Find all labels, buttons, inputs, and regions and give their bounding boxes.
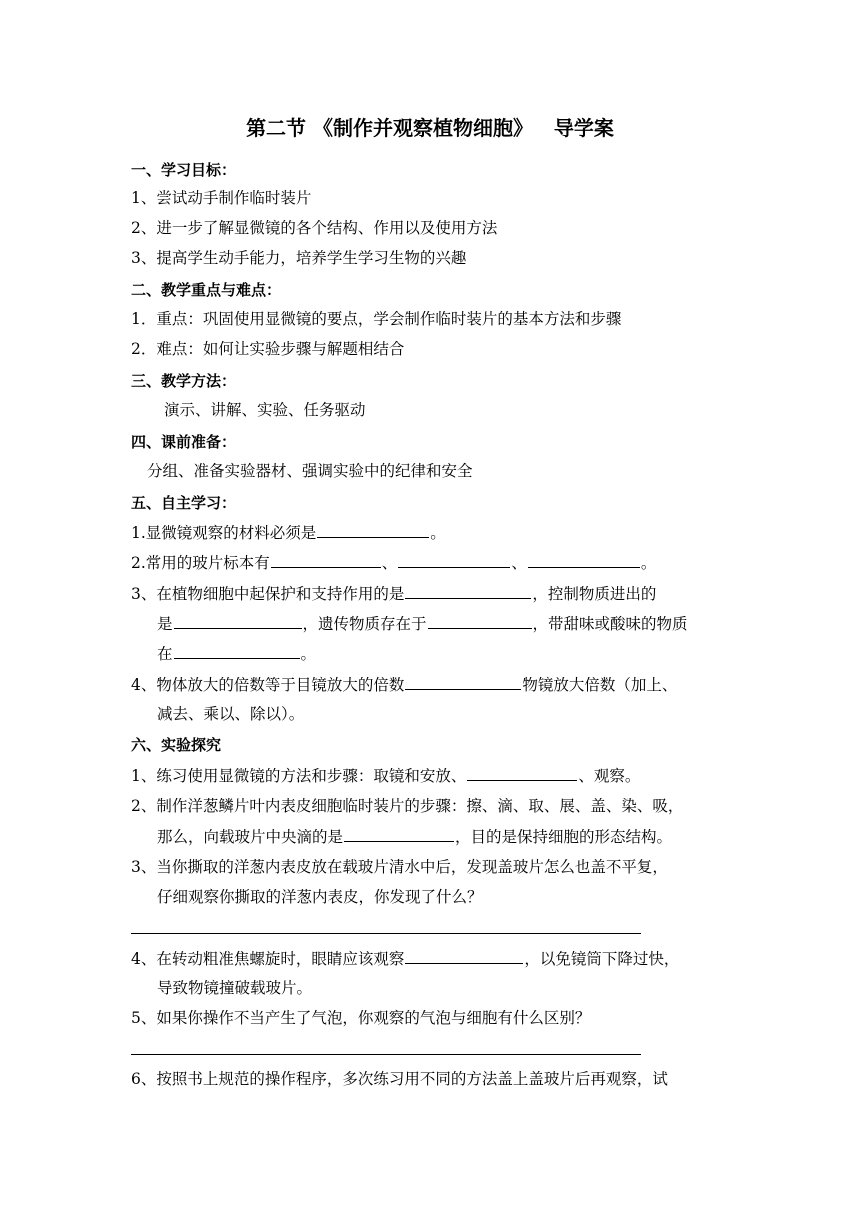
s2-item-2: 2．难点：如何让实验步骤与解题相结合 (131, 340, 405, 358)
answer-blank[interactable] (528, 551, 640, 568)
answer-blank[interactable] (405, 582, 531, 599)
s6-question-4-line-2: 导致物镜撞破载玻片。 (157, 979, 313, 997)
s6-question-4-line-1: 4、在转动粗准焦螺旋时，眼睛应该观察 ，以免镜筒下降过快， (131, 947, 679, 970)
s6-question-3-line-2: 仔细观察你撕取的洋葱内表皮，你发现了什么？ (157, 888, 483, 906)
s6-question-6-line-1: 6、按照书上规范的操作程序，多次练习用不同的方法盖上盖玻片后再观察，试 (131, 1070, 668, 1088)
answer-blank[interactable] (317, 521, 429, 538)
answer-blank[interactable] (174, 642, 300, 659)
section-5-heading: 五、自主学习： (131, 494, 237, 512)
page-title: 第二节 《制作并观察植物细胞》 导学案 (246, 116, 614, 140)
answer-line[interactable] (131, 933, 641, 934)
answer-blank[interactable] (174, 612, 302, 629)
section-2-heading: 二、教学重点与难点： (131, 281, 282, 299)
s6-question-2-line-2: 那么，向载玻片中央滴的是 ，目的是保持细胞的形态结构。 (157, 825, 672, 848)
s4-text: 分组、准备实验器材、强调实验中的纪律和安全 (147, 462, 473, 480)
s5-question-1: 1.显微镜观察的材料必须是 。 (131, 521, 446, 544)
answer-blank[interactable] (428, 612, 532, 629)
answer-blank[interactable] (405, 673, 521, 690)
answer-blank[interactable] (405, 947, 523, 964)
s5-question-3-line-3: 在 。 (157, 642, 316, 665)
s5-question-2: 2.常用的玻片标本有 、 、 。 (131, 551, 656, 574)
s6-question-2-line-1: 2、制作洋葱鳞片叶内表皮细胞临时装片的步骤：擦、滴、取、展、盖、染、吸， (131, 797, 684, 815)
s1-item-1: 1、尝试动手制作临时装片 (131, 189, 312, 207)
answer-blank[interactable] (467, 764, 577, 781)
s2-item-1: 1．重点：巩固使用显微镜的要点，学会制作临时装片的基本方法和步骤 (131, 310, 622, 328)
answer-blank[interactable] (344, 825, 454, 842)
section-1-heading: 一、学习目标： (131, 161, 237, 179)
answer-line[interactable] (131, 1054, 641, 1055)
s5-question-3-line-2: 是 ，遗传物质存在于 ，带甜味或酸味的物质 (157, 612, 688, 635)
s5-question-4-line-1: 4、物体放大的倍数等于目镜放大的倍数 物镜放大倍数（加上、 (131, 673, 677, 696)
s3-text: 演示、讲解、实验、任务驱动 (164, 401, 366, 419)
s6-question-3-line-1: 3、当你撕取的洋葱内表皮放在载玻片清水中后，发现盖玻片怎么也盖不平复， (131, 858, 668, 876)
s5-question-3-line-1: 3、在植物细胞中起保护和支持作用的是 ，控制物质进出的 (131, 582, 656, 605)
s1-item-2: 2、进一步了解显微镜的各个结构、作用以及使用方法 (131, 219, 498, 237)
s6-question-1: 1、练习使用显微镜的方法和步骤：取镜和安放、 、观察。 (131, 764, 640, 787)
section-3-heading: 三、教学方法： (131, 372, 237, 390)
answer-blank[interactable] (398, 551, 510, 568)
section-6-heading: 六、实验探究 (131, 736, 222, 754)
s1-item-3: 3、提高学生动手能力，培养学生学习生物的兴趣 (131, 249, 467, 267)
section-4-heading: 四、课前准备： (131, 433, 237, 451)
answer-blank[interactable] (271, 551, 381, 568)
s5-question-4-line-2: 减去、乘以、除以）。 (157, 705, 305, 723)
s6-question-5-line-1: 5、如果你操作不当产生了气泡，你观察的气泡与细胞有什么区别？ (131, 1009, 591, 1027)
